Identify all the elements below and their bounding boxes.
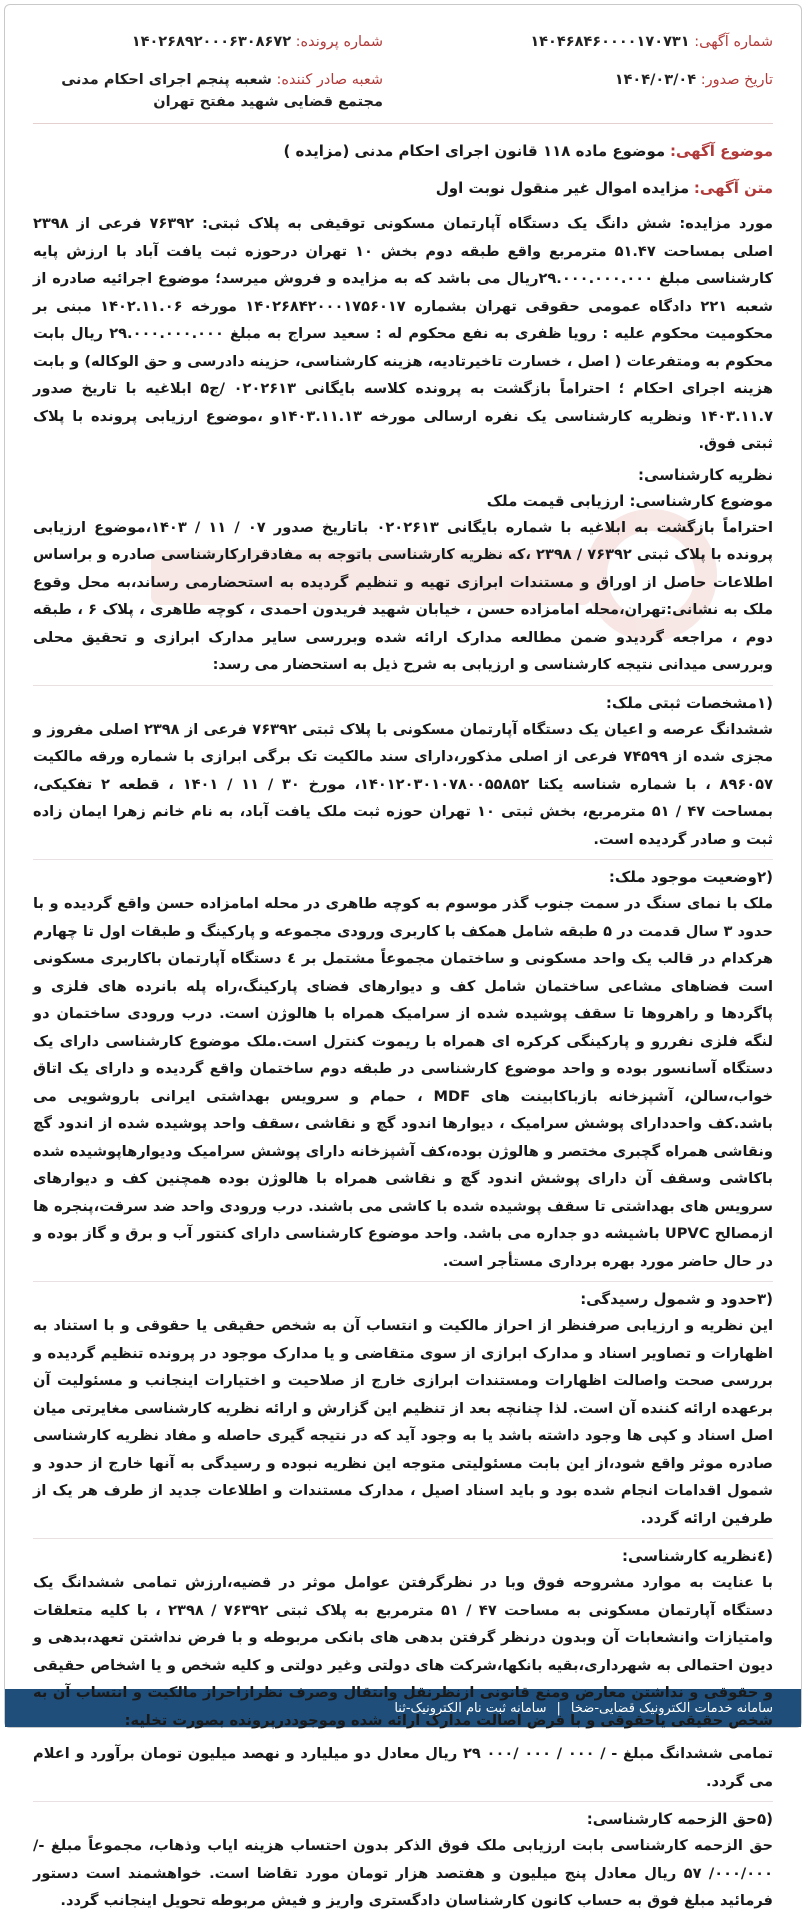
notice-header xyxy=(33,5,773,124)
section-paragraph-4: با عنایت به موارد مشروحه فوق وبا در نظرگرفتن عوامل موثر در قضیه،ارزش تمامی ششدانگ یک دستگاه آپارتمان مسکونی به مساحت ۴۷ / ۵۱ مترمربع به پلاک ثبتی ۷۶۳۹۲ / ۲۳۹۸ ، با کلیه متعلقات وامتیازات وانشعابات آن وبدون درنظر گرفتن بدهی های بانکی مربوطه و با فرض نداشتن تعهد،بدهی و دیون احتمالی به شهرداری،بقیه بانکها،شرکت های دولتی وغیر دولتی و کلیه شخص و یا اشخاص حقیقی و حقوقی و نداشتن معارض ومنع قانونی ازنظرنقل وانتقال وصرف نظرازاحراز مالکیت و انتساب آن به شخص حقیقی یاحقوقی و با فرض اصالت مدارک ارائه شده وموجوددرپرونده بصورت تخلیه: xyxy=(33,1574,774,1729)
file-number-value: ۱۴۰۲۶۸۹۲۰۰۰۶۳۰۸۶۷۲ xyxy=(131,34,292,50)
footer-separator: | xyxy=(556,1700,561,1716)
text-intro-label: متن آگهی: xyxy=(693,179,773,197)
expert-subject xyxy=(33,492,773,510)
expert-heading: نظریه کارشناسی: xyxy=(638,465,773,484)
file-number-label: شماره پرونده: xyxy=(295,34,383,50)
text-intro-value: مزایده اموال غیر منقول نوبت اول xyxy=(435,179,690,197)
section-title-4: (٤نظریه کارشناسی: xyxy=(622,1547,773,1565)
footer-link-sana[interactable]: سامانه ثبت نام الکترونیک-ثنا xyxy=(394,1700,547,1716)
section-title-1: (۱مشخصات ثبتی ملک: xyxy=(605,693,773,712)
section-paragraph-1: ششدانگ عرصه و اعیان یک دستگاه آپارتمان مسکونی با پلاک ثبتی ۷۶۳۹۲ فرعی از ۲۳۹۸ اصلی مفروز و مجزی شده از ۷۴۵۹۹ فرعی از اصلی مذکور،دارای سند مالکیت تک برگی ابرازی با شماره ورقه مالکیت ۸۹۶۰۵۷ ، با شماره شناسه یکتا ۱۴۰۱۲۰۳۰۱۰۷۸۰۰۵۵۸۵۲، مورخ ۳۰ / ۱۱ / ۱۴۰۱ ، قطعه ۲ تفکیکی، بمساحت ۴۷ / ۵۱ مترمربع، بخش ثبتی ۱۰ تهران حوزه ثبت ملک یافت آباد، به نام خانم زهرا ایمان زاده ثبت و صادر گردیده است. xyxy=(33,720,774,848)
divider xyxy=(33,1801,773,1802)
issue-date-label: تاریخ صدور: xyxy=(700,72,773,88)
section-paragraph-5: حق الزحمه کارشناسی بابت ارزیابی ملک فوق الذکر بدون احتساب هزینه ایاب وذهاب، مجموعاً مبلغ -/۰۰۰/۰۰۰/ ۵۷ ریال معادل پنج میلیون و هفتصد هزار تومان مورد تقاضا است. خواهشمند است دستور فرمائید مبلغ فوق به حساب کانون کارشناسان دادگستری واریز و فیش مربوطه تحویل اینجانب گردد. xyxy=(33,1837,773,1909)
footer-link-sakha[interactable]: سامانه خدمات الکترونیک قضایی-ضخا xyxy=(570,1700,773,1716)
file-number xyxy=(132,31,383,53)
section-title-2: (۲وضعیت موجود ملک: xyxy=(608,868,773,886)
auction-paragraph: مورد مزایده: شش دانگ یک دستگاه آپارتمان مسکونی توقیفی به پلاک ثبتی: ۷۶۳۹۲ فرعی از ۲۳۹۸ اصلی بمساحت ۵۱.۴۷ مترمربع واقع طبقه دوم بخش ۱۰ تهران درحوزه ثبت یافت آباد با ارزش پایه کارشناسی مبلغ ۲۹.۰۰۰.۰۰۰.۰۰۰ریال می باشد که به مزایده و فروش میرسد؛ موضوع اجرائیه صادره از شعبه ۲۲۱ دادگاه عمومی حقوقی تهران بشماره ۱۴۰۲۶۸۴۲۰۰۰۱۷۵۶۰۱۷ مورخه ۱۴۰۲.۱۱.۰۶ مبنی بر محکومیت محکوم علیه : رویا ظفری به نفع محکوم له : سعید سراج به مبلغ ۲۹.۰۰۰.۰۰۰.۰۰۰ ریال بابت محکوم به ومتفرعات ( اصل ، خسارت تاخیرتادیه، هزینه کارشناسی، حزینه دادرسی و حق الوکاله) و بابت هزینه اجرای احکام ؛ احتراماً بازگشت به پرونده کلاسه بایگانی ۰۲۰۲۶۱۳ /ج۵ ابلاغیه با تاریخ صدور ۱۴۰۳.۱۱.۷ ونظریه کارشناسی یک نفره ارسالی مورخه ۱۴۰۳.۱۱.۱۳و ،موضوع ارزیابی پرونده با پلاک ثبتی فوق. xyxy=(33,215,774,452)
issue-date xyxy=(615,69,773,91)
section-paragraph-3: این نظریه و ارزیابی صرفنظر از احراز مالکیت و انتساب آن به شخص حقیقی یا حقوقی و با استناد به اظهارات و تصاویر اسناد و مدارک ابرازی از سوی متقاضی و یا مدارک موجود در پرونده تنظیم گردیده و بررسی صحت واصالت اظهارات ومستندات ابرازی خارج از صلاحیت و اختیارات اینجانب و مسئولیت آن برعهده ارائه کننده آن است. لذا چنانچه بعد از تنظیم این گزارش و ارائه نظریه کارشناسی مغایرتی میان اصل اسناد و کپی ها وجود داشته باشد یا به وجود آید که در نتیجه گیری حاصله و مفاد نظریه کارشناسی صادره موثر واقع شود،از این بابت مسئولیتی متوجه این نظریه نبوده و رسیدگی به آنها خارج از حدود و شمول اقدامات انجام شده بود و باید اسناد اصیل ، مدارک مستندات و اطلاعات جدید از طرف هر یک از طرفین ارائه گردد. xyxy=(33,1317,773,1527)
ad-number-value: ۱۴۰۴۶۸۴۶۰۰۰۰۱۷۰۷۳۱ xyxy=(530,34,690,50)
ad-number xyxy=(530,31,773,53)
section-title-5: (۵حق الزحمه کارشناسی: xyxy=(586,1810,773,1828)
section-title-3: (۳حدود و شمول رسیدگی: xyxy=(580,1290,773,1308)
section-extra-4: تمامی ششدانگ مبلغ - / ۰۰۰ / ۰۰۰ /۰۰۰ ۲۹ ریال معادل دو میلیارد و نهصد میلیون تومان برآورد و اعلام می گردد. xyxy=(33,1745,773,1790)
ad-number-label: شماره آگهی: xyxy=(694,34,773,50)
topic-value: موضوع ماده ۱۱۸ قانون اجرای احکام مدنی (مزایده ) xyxy=(283,142,666,160)
issuer-value: شعبه پنجم اجرای احکام مدنی مجتمع قضایی شهید مفتح تهران xyxy=(61,72,383,110)
issuer xyxy=(23,69,383,113)
divider xyxy=(33,685,773,686)
topic-line xyxy=(33,138,773,165)
divider xyxy=(33,1538,773,1539)
divider xyxy=(33,859,773,860)
text-intro-line xyxy=(33,175,773,202)
notice-page xyxy=(4,4,802,1909)
expert-intro-paragraph: احتراماً بازگشت به ابلاغیه با شماره بایگانی ۰۲۰۲۶۱۳ باتاریخ صدور ۰۷ / ۱۱ / ۱۴۰۳،موضوع ارزیابی پرونده با پلاک ثبتی ۷۶۳۹۲ / ۲۳۹۸ ،که نظریه کارشناسی باتوجه به مفادقرارکارشناسی صادره و براساس اطلاعات حاصل از اوراق و مستندات ابرازی تهیه و تنظیم گردیده به استحضارمی رساند،به محل وقوع ملک به نشانی:تهران،محله امامزاده حسن ، خیابان شهید فریدون احمدی ، کوچه طاهری ، پلاک ۶ ، طبقه دوم ، مراجعه گردیدو ضمن مطالعه مدارک ارائه شده وبررسی سایر مدارک ابرازی و تحقیق محلی وبررسی میدانی نتیجه کارشناسی و ارزیابی به شرح ذیل به استحضار می رسد: xyxy=(33,518,774,673)
issue-date-value: ۱۴۰۴/۰۳/۰۴ xyxy=(614,72,697,88)
topic-label: موضوع آگهی: xyxy=(669,142,773,160)
expert-subject-value: ارزیابی قیمت ملک xyxy=(486,491,625,510)
divider xyxy=(33,1281,773,1282)
expert-subject-label: موضوع کارشناسی: xyxy=(629,491,773,510)
issuer-label: شعبه صادر کننده: xyxy=(276,72,383,88)
section-paragraph-2: ملک با نمای سنگ در سمت جنوب گذر موسوم به کوچه طاهری در محله امامزاده حسن واقع گردیده و با حدود ۳ سال قدمت در ۵ طبقه شامل همکف با کاربری ورودی مجموعه و پارکینگ و طبقات اول تا چهارم هرکدام در قالب یک واحد مسکونی و ساختمان مجموعاً مشتمل بر ٤ دستگاه آپارتمان باکاربری مسکونی است فضاهای مشاعی ساختمان شامل کف و دیوارهای فضای پارکینگ،راه پله بانرده های فلزی و پاگردها و راهروها تا سقف پوشیده شده از سرامیک همراه با هالوژن است. درب ورودی ساختمان دو لنگه فلزی نفررو و پارکینگی کرکره ای همراه با ریموت کنترل است.ملک موضوع کارشناسی دارای یک دستگاه آسانسور بوده و واحد موضوع کارشناسی در طبقه دوم ساختمان واقع گردیده و دارای یک اتاق خواب،سالن، آشپزخانه بازباکابینت های MDF ، حمام و سرویس بهداشتی ایرانی باروشویی می باشد.کف واحددارای پوشش سرامیک ، دیوارها اندود گچ و نقاشی ،سقف واحد پوشیده شده از اندود گچ ونقاشی همراه گچبری مختصر و هالوژن بوده،کف آشپزخانه دارای پوشش سرامیک ودیوارهاپوشیده شده باکاشی وسقف آن دارای پوشش اندود گچ و نقاشی همراه با هالوژن بوده همچنین کف و دیوارهای سرویس های بهداشتی تا سقف پوشیده شده با کاشی می باشند. درب ورودی واحد ضد سرقت،پنجره ها ازمصالح UPVC باشیشه دو جداره می باشد. واحد موضوع کارشناسی دارای کنتور آب و برق و گاز بوده و در حال حاضر مورد بهره برداری مستأجر است. xyxy=(33,895,773,1270)
